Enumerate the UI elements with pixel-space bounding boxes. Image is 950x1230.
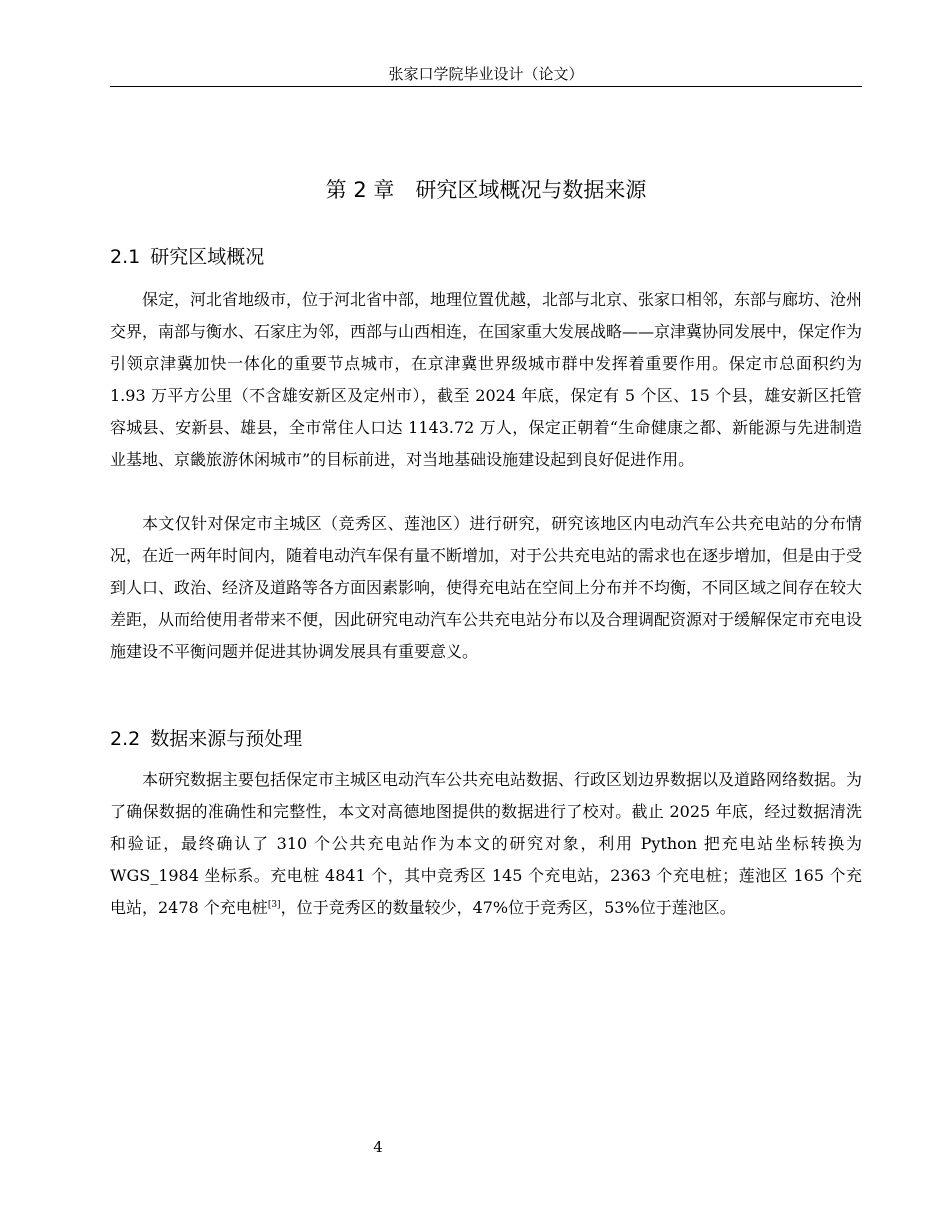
section-title: 研究区域概况 [150, 246, 265, 268]
section-title: 数据来源与预处理 [150, 728, 303, 750]
paragraph-text: 本研究数据主要包括保定市主城区电动汽车公共充电站数据、行政区划边界数据以及道路网络数据。为了确保数据的准确性和完整性，本文对高德地图提供的数据进行了校对。截止 2025 年底，经过数据清洗和验证，最终确认了 310 个公共充电站作为本文的研究对象，利用 Python 把充电站坐标转换为 WGS_1984 坐标系。充电桩 4841 个，其中竞秀区 145 个充电站，2363 个充电桩；莲池区 165 个充电站，2478 个充电桩 [110, 770, 863, 917]
section-heading-2-1 [110, 244, 264, 270]
citation-link[interactable]: [3] [267, 900, 281, 910]
paragraph-data-sources [110, 764, 862, 924]
page-number: 4 [373, 1138, 383, 1156]
section-heading-2-2 [110, 726, 302, 752]
header-rule [110, 86, 862, 87]
chapter-title: 第 2 章 研究区域概况与数据来源 [325, 178, 647, 202]
running-header: 张家口学院毕业设计（论文） [388, 65, 584, 83]
section-number: 2.1 [110, 246, 141, 268]
paragraph-text: ，位于竞秀区的数量较少，47%位于竞秀区，53%位于莲池区。 [280, 898, 736, 917]
paragraph-study-scope: 本文仅针对保定市主城区（竞秀区、莲池区）进行研究，研究该地区内电动汽车公共充电站的分布情况，在近一两年时间内，随着电动汽车保有量不断增加，对于公共充电站的需求也在逐步增加，但是由于受到人口、政治、经济及道路等各方面因素影响，使得充电站在空间上分布并不均衡，不同区域之间存在较大差距，从而给使用者带来不便，因此研究电动汽车公共充电站分布以及合理调配资源对于缓解保定市充电设施建设不平衡问题并促进其协调发展具有重要意义。 [110, 514, 863, 661]
section-number: 2.2 [110, 728, 141, 750]
paragraph-study-area-overview: 保定，河北省地级市，位于河北省中部，地理位置优越，北部与北京、张家口相邻，东部与廊坊、沧州交界，南部与衡水、石家庄为邻，西部与山西相连，在国家重大发展战略——京津冀协同发展中，保定作为引领京津冀加快一体化的重要节点城市，在京津冀世界级城市群中发挥着重要作用。保定市总面积约为 1.93 万平方公里（不含雄安新区及定州市），截至 2024 年底，保定有 5 个区、15 个县，雄安新区托管容城县、安新县、雄县，全市常住人口达 1143.72 万人，保定正朝着“生命健康之都、新能源与先进制造业基地、京畿旅游休闲城市”的目标前进，对当地基础设施建设起到良好促进作用。 [110, 290, 863, 469]
